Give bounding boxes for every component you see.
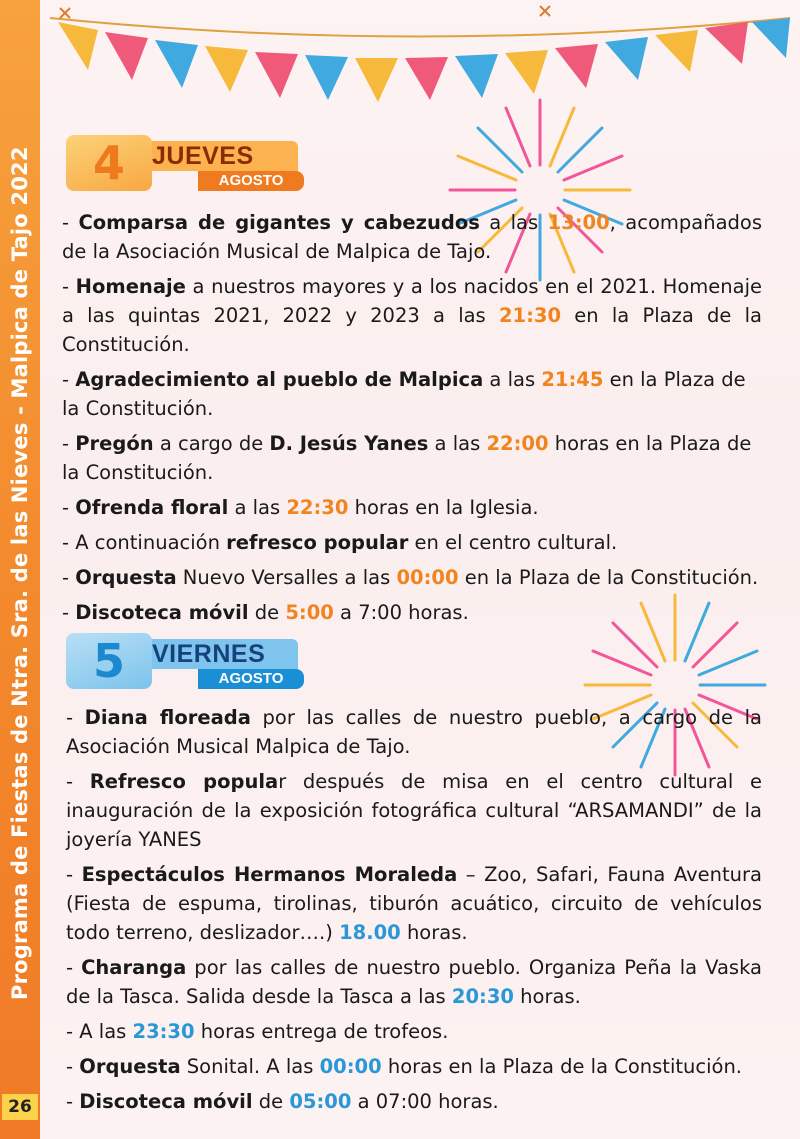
- event-item: - Orquesta Nuevo Versalles a las 00:00 en la Plaza de la Constitución.: [62, 566, 759, 589]
- sidebar: [0, 0, 40, 1139]
- event-item: - A las 23:30 horas entrega de trofeos.: [66, 1020, 449, 1043]
- sidebar-title: Programa de Fiestas de Ntra. Sra. de las Nieves - Malpica de Tajo 2022: [8, 146, 32, 1000]
- bunting-flags: [58, 18, 790, 102]
- event-item: - Refresco popular después de misa en el centro cultural e inauguración de la exposición fotográfica cultural “ARSAMANDI” de la joyería YANES: [66, 770, 762, 851]
- event-item: - Ofrenda floral a las 22:30 horas en la Iglesia.: [62, 496, 539, 519]
- month-label: AGOSTO: [198, 171, 304, 191]
- bunting-decoration: [40, 0, 800, 110]
- event-item: - Comparsa de gigantes y cabezudos a las 13:00, acompañados de la Asociación Musical de Malpica de Tajo.: [62, 211, 762, 263]
- event-item: - A continuación refresco popular en el centro cultural.: [62, 531, 618, 554]
- event-item: - Orquesta Sonital. A las 00:00 horas en la Plaza de la Constitución.: [66, 1055, 742, 1078]
- page-number: 26: [2, 1094, 38, 1120]
- event-item: - Discoteca móvil de 05:00 a 07:00 horas.: [66, 1090, 499, 1113]
- event-item: - Discoteca móvil de 5:00 a 7:00 horas.: [62, 601, 469, 624]
- event-item: - Pregón a cargo de D. Jesús Yanes a las 22:00 horas en la Plaza de la Constitución.: [62, 432, 752, 484]
- event-item: - Espectáculos Hermanos Moraleda – Zoo, Safari, Fauna Aventura (Fiesta de espuma, tirolinas, tiburón acuático, circuito de vehículos todo terreno, deslizador….) 18.00 horas.: [66, 863, 762, 944]
- day-number: 4: [66, 135, 152, 191]
- weekday-label: JUEVES: [122, 141, 298, 171]
- month-label: AGOSTO: [198, 669, 304, 689]
- day5-events: [66, 703, 762, 1122]
- weekday-label: VIERNES: [122, 639, 298, 669]
- event-item: - Charanga por las calles de nuestro pueblo. Organiza Peña la Vaska de la Tasca. Salida desde la Tasca a las 20:30 horas.: [66, 956, 762, 1008]
- day-number: 5: [66, 633, 152, 689]
- event-item: - Homenaje a nuestros mayores y a los nacidos en el 2021. Homenaje a las quintas 2021, 2022 y 2023 a las 21:30 en la Plaza de la Constitución.: [62, 275, 763, 356]
- event-item: - Diana floreada por las calles de nuestro pueblo, a cargo de la Asociación Musical Malpica de Tajo.: [66, 706, 762, 758]
- day4-events: [62, 208, 762, 633]
- event-item: - Agradecimiento al pueblo de Malpica a las 21:45 en la Plaza de la Constitución.: [62, 368, 746, 420]
